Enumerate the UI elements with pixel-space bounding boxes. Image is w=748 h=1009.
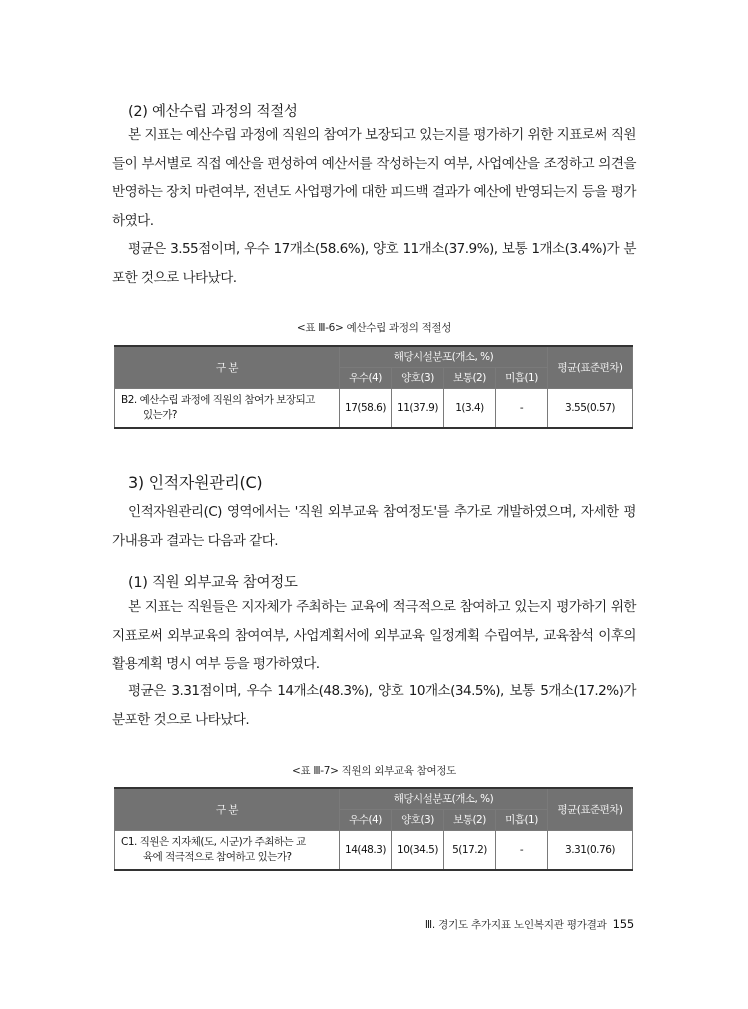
subheader-excellent: 우수(4) xyxy=(340,367,392,388)
item-text-line2: 있는가? xyxy=(143,408,178,421)
paragraph-budget-result xyxy=(112,235,636,292)
page-number: 155 xyxy=(612,917,634,931)
item-cell xyxy=(115,388,340,428)
paragraph-text: 평균은 3.55점이며, 우수 17개소(58.6%), 양호 11개소(37.9%), 보통 1개소(3.4%)가 분포한 것으로 나타났다. xyxy=(112,241,636,286)
paragraph-training-description xyxy=(112,593,636,679)
value-poor: - xyxy=(496,830,548,870)
header-mean: 평균(표준편차) xyxy=(548,346,633,388)
paragraph-text: 인적자원관리(C) 영역에서는 '직원 외부교육 참여정도'를 추가로 개발하였으며, 자세한 평가내용과 결과는 다음과 같다. xyxy=(112,504,636,549)
item-text-line2: 육에 적극적으로 참여하고 있는가? xyxy=(143,850,292,863)
value-mean: 3.31(0.76) xyxy=(548,830,633,870)
paragraph-training-result xyxy=(112,677,636,734)
paragraph-text: 평균은 3.31점이며, 우수 14개소(48.3%), 양호 10개소(34.5%), 보통 5개소(17.2%)가 분포한 것으로 나타났다. xyxy=(112,683,636,728)
value-poor: - xyxy=(496,388,548,428)
header-category: 구 분 xyxy=(115,346,340,388)
item-cell xyxy=(115,830,340,870)
item-text-line1: 예산수립 과정에 직원의 참여가 보장되고 xyxy=(139,393,315,406)
value-good: 11(37.9) xyxy=(392,388,444,428)
section-heading-budget: (2) 예산수립 과정의 적절성 xyxy=(128,104,298,120)
section-heading-training: (1) 직원 외부교육 참여정도 xyxy=(128,575,298,591)
value-good: 10(34.5) xyxy=(392,830,444,870)
data-table-budget xyxy=(114,345,633,429)
subheader-poor: 미흡(1) xyxy=(496,809,548,830)
subheader-average: 보통(2) xyxy=(444,367,496,388)
header-mean: 평균(표준편차) xyxy=(548,788,633,830)
header-distribution: 해당시설분포(개소, %) xyxy=(340,788,548,809)
value-excellent: 14(48.3) xyxy=(340,830,392,870)
item-code: C1. xyxy=(121,835,137,848)
table-row xyxy=(115,830,633,870)
item-code: B2. xyxy=(121,393,137,406)
page-footer xyxy=(425,917,634,932)
paragraph-text: 본 지표는 예산수립 과정에 직원의 참여가 보장되고 있는지를 평가하기 위한 지표로써 직원들이 부서별로 직접 예산을 편성하여 예산서를 작성하는지 여부, 사업예산을 조정하고 의견을 반영하는 장치 마련여부, 전년도 사업평가에 대한 피드백 결과가 예산에 반영되는지 등을 평가하였다. xyxy=(112,127,636,229)
table-row xyxy=(115,388,633,428)
paragraph-hr-intro xyxy=(112,498,636,555)
item-text-line1: 직원은 지자체(도, 시군)가 주최하는 교 xyxy=(139,835,306,848)
subheader-excellent: 우수(4) xyxy=(340,809,392,830)
subheader-average: 보통(2) xyxy=(444,809,496,830)
footer-chapter: Ⅲ. 경기도 추가지표 노인복지관 평가결과 xyxy=(424,919,607,931)
header-distribution: 해당시설분포(개소, %) xyxy=(340,346,548,367)
data-table-training xyxy=(114,787,633,871)
subheader-good: 양호(3) xyxy=(392,367,444,388)
section-heading-hr: 3) 인적자원관리(C) xyxy=(128,473,263,492)
subheader-poor: 미흡(1) xyxy=(496,367,548,388)
value-mean: 3.55(0.57) xyxy=(548,388,633,428)
value-average: 1(3.4) xyxy=(444,388,496,428)
paragraph-budget-description xyxy=(112,121,636,235)
value-average: 5(17.2) xyxy=(444,830,496,870)
value-excellent: 17(58.6) xyxy=(340,388,392,428)
table-caption: <표 Ⅲ-6> 예산수립 과정의 적절성 xyxy=(296,322,452,334)
paragraph-text: 본 지표는 직원들은 지자체가 주최하는 교육에 적극적으로 참여하고 있는지 평가하기 위한 지표로써 외부교육의 참여여부, 사업계획서에 외부교육 일정계획 수립여부, 교육참석 이후의 활용계획 명시 여부 등을 평가하였다. xyxy=(112,599,636,672)
subheader-good: 양호(3) xyxy=(392,809,444,830)
table-caption: <표 Ⅲ-7> 직원의 외부교육 참여정도 xyxy=(291,765,457,777)
header-category: 구 분 xyxy=(115,788,340,830)
